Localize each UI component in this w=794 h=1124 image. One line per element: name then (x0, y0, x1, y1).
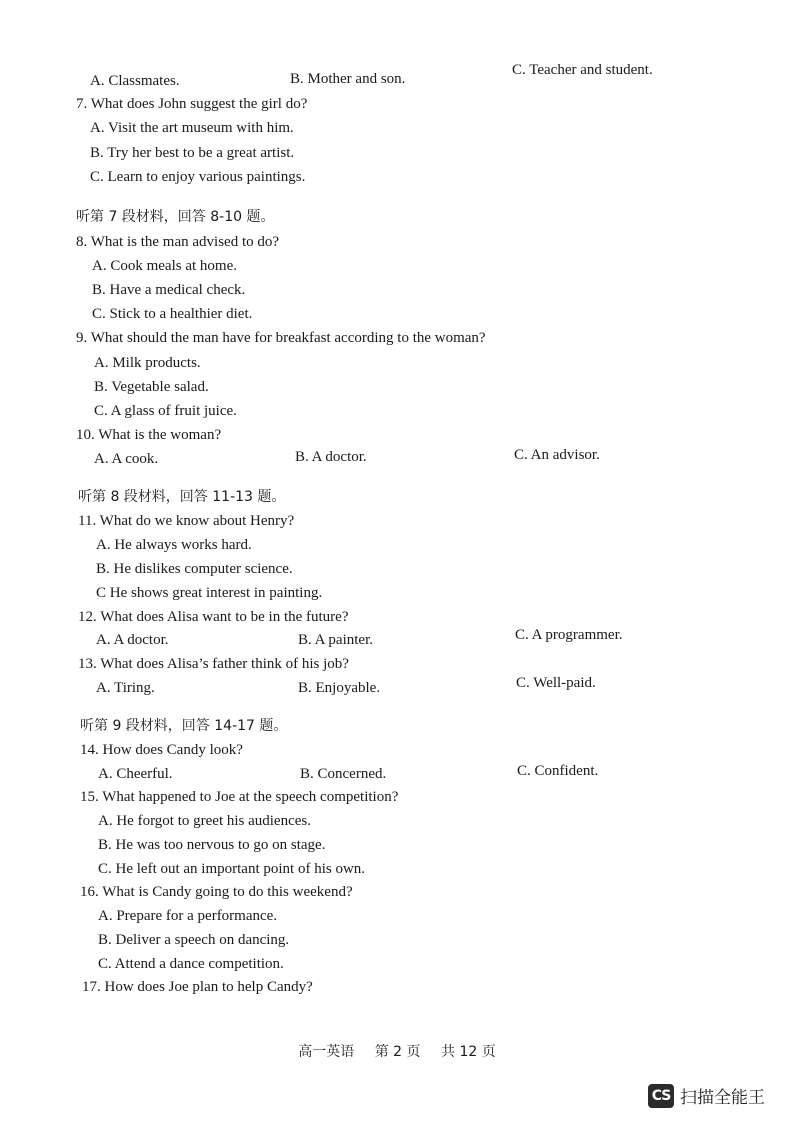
q15-option-c: C. He left out an important point of his own. (98, 861, 366, 877)
q13-option-a: A. Tiring. (96, 680, 155, 696)
q12-option-c: C. A programmer. (515, 627, 623, 643)
q9-option-c: C. A glass of fruit juice. (94, 403, 237, 419)
q16-option-c: C. Attend a dance competition. (98, 956, 284, 972)
q7-option-c: C. Learn to enjoy various paintings. (90, 169, 306, 185)
question-17: 17. How does Joe plan to help Candy? (82, 979, 313, 995)
q10-option-a: A. A cook. (94, 451, 159, 467)
q8-option-b: B. Have a medical check. (92, 282, 246, 298)
section-7-heading: 听第 7 段材料，回答 8-10 题。 (76, 209, 275, 225)
q15-option-a: A. He forgot to greet his audiences. (98, 813, 311, 829)
q16-option-b: B. Deliver a speech on dancing. (98, 932, 290, 948)
section-9-heading: 听第 9 段材料，回答 14-17 题。 (80, 718, 288, 734)
q12-option-a: A. A doctor. (96, 632, 169, 648)
q13-option-b: B. Enjoyable. (298, 680, 381, 696)
q11-option-b: B. He dislikes computer science. (96, 561, 293, 577)
footer-total: 共 12 页 (441, 1044, 496, 1060)
q11-option-c: C He shows great interest in painting. (96, 585, 323, 601)
q10-option-b: B. A doctor. (295, 449, 367, 465)
section-8-heading: 听第 8 段材料，回答 11-13 题。 (78, 489, 286, 505)
q14-option-a: A. Cheerful. (98, 766, 173, 782)
question-10: 10. What is the woman? (76, 427, 222, 443)
question-13: 13. What does Alisa’s father think of his job? (78, 656, 349, 672)
q9-option-b: B. Vegetable salad. (94, 379, 209, 395)
question-15: 15. What happened to Joe at the speech competition? (80, 789, 399, 805)
question-14: 14. How does Candy look? (80, 742, 243, 758)
page-footer (0, 1041, 794, 1061)
question-16: 16. What is Candy going to do this weekend? (80, 884, 353, 900)
question-11: 11. What do we know about Henry? (78, 513, 295, 529)
footer-page: 第 2 页 (374, 1044, 421, 1060)
question-8: 8. What is the man advised to do? (76, 234, 280, 250)
option-a: A. Classmates. (90, 73, 180, 89)
camscanner-label: 扫描全能王 (680, 1088, 765, 1108)
q15-option-b: B. He was too nervous to go on stage. (98, 837, 326, 853)
footer-subject: 高一英语 (298, 1044, 355, 1060)
q7-option-a: A. Visit the art museum with him. (90, 120, 294, 136)
q14-option-b: B. Concerned. (300, 766, 387, 782)
q12-option-b: B. A painter. (298, 632, 373, 648)
q8-option-a: A. Cook meals at home. (92, 258, 237, 274)
option-c: C. Teacher and student. (512, 62, 653, 78)
q14-option-c: C. Confident. (517, 763, 599, 779)
q13-option-c: C. Well-paid. (516, 675, 596, 691)
option-b: B. Mother and son. (290, 71, 406, 87)
camscanner-watermark (648, 1083, 765, 1108)
q16-option-a: A. Prepare for a performance. (98, 908, 278, 924)
question-7: 7. What does John suggest the girl do? (76, 96, 308, 112)
q9-option-a: A. Milk products. (94, 355, 201, 371)
question-12: 12. What does Alisa want to be in the future? (78, 609, 349, 625)
q11-option-a: A. He always works hard. (96, 537, 252, 553)
q8-option-c: C. Stick to a healthier diet. (92, 306, 253, 322)
question-9: 9. What should the man have for breakfast according to the woman? (76, 330, 486, 346)
q10-option-c: C. An advisor. (514, 447, 600, 463)
q7-option-b: B. Try her best to be a great artist. (90, 145, 295, 161)
camscanner-logo-icon: CS (648, 1084, 674, 1108)
